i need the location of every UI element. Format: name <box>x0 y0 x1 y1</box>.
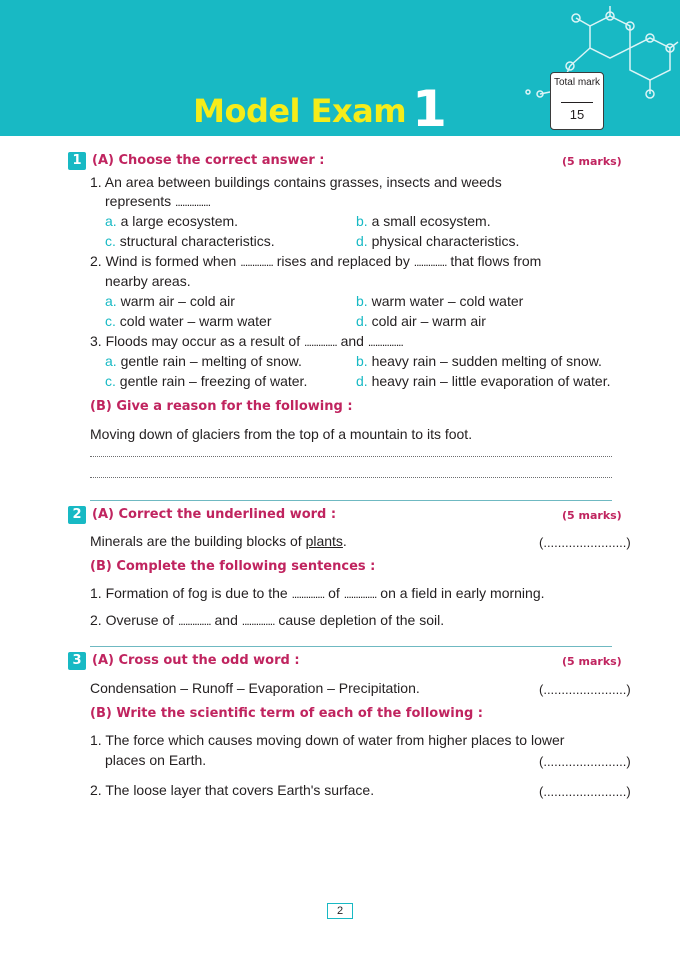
answer-blank: .............. <box>240 255 273 269</box>
option-1-1-d[interactable]: d. physical characteristics. <box>356 233 520 249</box>
title-text: Model Exam <box>193 92 407 130</box>
page-number: 2 <box>327 903 353 919</box>
option-1-2-d[interactable]: d. cold air – warm air <box>356 313 486 329</box>
option-1-3-c[interactable]: c. gentle rain – freezing of water. <box>105 373 308 389</box>
section-divider <box>90 500 612 501</box>
reason-question: Moving down of glaciers from the top of a mountain to its foot. <box>90 426 473 442</box>
scientific-term-1-line2: places on Earth. <box>105 752 207 768</box>
section-1b-heading: (B) Give a reason for the following : <box>90 399 353 414</box>
underlined-word: plants <box>305 533 343 549</box>
complete-sentence-2: 2. Overuse of .............. and .............. cause depletion of the soil. <box>90 612 445 628</box>
answer-blank: .............. <box>291 587 325 601</box>
question-1-2-line2: nearby areas. <box>105 273 191 289</box>
option-1-1-b[interactable]: b. a small ecosystem. <box>356 213 491 229</box>
section-3a-heading: (A) Cross out the odd word : <box>92 653 300 668</box>
question-1-3-line1: 3. Floods may occur as a result of .............. and ............... <box>90 333 403 349</box>
question-1-2-line1: 2. Wind is formed when .............. rises and replaced by .............. that flows from <box>90 253 542 269</box>
answer-blank: .............. <box>177 614 211 628</box>
total-mark-divider <box>561 102 593 103</box>
section-1-marks: (5 marks) <box>562 155 622 168</box>
page-title <box>0 80 640 138</box>
exam-number: 1 <box>412 80 447 138</box>
total-mark-label: Total mark <box>553 77 601 88</box>
option-1-3-b[interactable]: b. heavy rain – sudden melting of snow. <box>356 353 602 369</box>
correct-word-question: Minerals are the building blocks of plants. <box>90 533 347 549</box>
section-divider <box>90 646 612 647</box>
option-1-2-b[interactable]: b. warm water – cold water <box>356 293 524 309</box>
option-1-1-c[interactable]: c. structural characteristics. <box>105 233 275 249</box>
question-1-1-line1: 1. An area between buildings contains grasses, insects and weeds <box>90 174 502 190</box>
header-band <box>0 0 680 136</box>
odd-word-question: Condensation – Runoff – Evaporation – Precipitation. <box>90 680 420 696</box>
answer-blank: .............. <box>413 255 447 269</box>
answer-blank: ............... <box>175 195 211 209</box>
complete-sentence-1: 1. Formation of fog is due to the .............. of .............. on a field in early morning. <box>90 585 545 601</box>
scientific-term-1-line1: 1. The force which causes moving down of water from higher places to lower <box>90 732 565 748</box>
answer-blank: ............... <box>367 335 403 349</box>
section-2b-heading: (B) Complete the following sentences : <box>90 559 376 574</box>
answer-blank: .............. <box>343 587 377 601</box>
answer-blank: .............. <box>303 335 337 349</box>
answer-line[interactable] <box>90 477 612 478</box>
section-2-marks: (5 marks) <box>562 509 622 522</box>
section-3-badge: 3 <box>68 652 86 670</box>
option-1-2-c[interactable]: c. cold water – warm water <box>105 313 272 329</box>
answer-blank: .............. <box>241 614 275 628</box>
total-mark-value: 15 <box>569 107 585 122</box>
total-mark-box <box>550 72 604 130</box>
scientific-term-2: 2. The loose layer that covers Earth's surface. <box>90 782 375 798</box>
option-1-1-a[interactable]: a. a large ecosystem. <box>105 213 239 229</box>
section-2a-heading: (A) Correct the underlined word : <box>92 507 337 522</box>
option-1-3-a[interactable]: a. gentle rain – melting of snow. <box>105 353 302 369</box>
section-1-badge: 1 <box>68 152 86 170</box>
answer-blank[interactable]: (.......................) <box>539 784 631 799</box>
answer-blank[interactable]: (.......................) <box>539 535 631 550</box>
section-3-marks: (5 marks) <box>562 655 622 668</box>
section-1a-heading: (A) Choose the correct answer : <box>92 153 325 168</box>
option-1-3-d[interactable]: d. heavy rain – little evaporation of water. <box>356 373 611 389</box>
question-1-1-line2: represents ............... <box>105 193 211 209</box>
option-1-2-a[interactable]: a. warm air – cold air <box>105 293 235 309</box>
answer-line[interactable] <box>90 456 612 457</box>
answer-blank[interactable]: (.......................) <box>539 754 631 769</box>
section-2-badge: 2 <box>68 506 86 524</box>
section-3b-heading: (B) Write the scientific term of each of the following : <box>90 706 483 721</box>
answer-blank[interactable]: (.......................) <box>539 682 631 697</box>
